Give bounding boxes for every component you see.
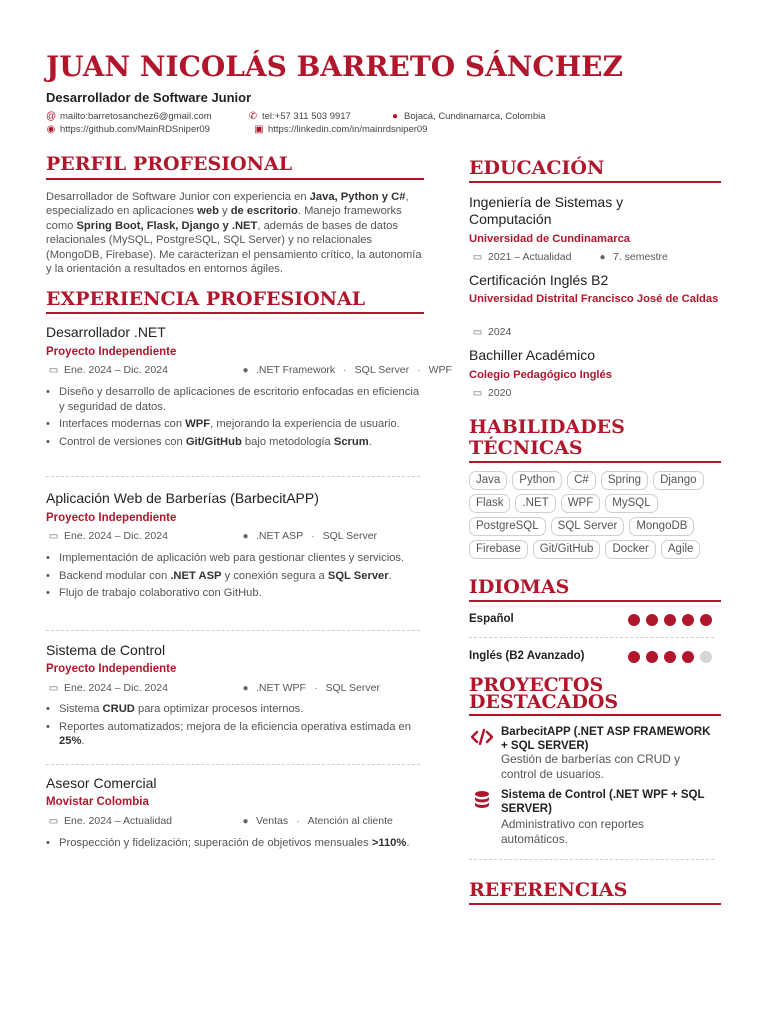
skill-chip: WPF (561, 494, 601, 513)
calendar-icon: ▭ (472, 387, 483, 399)
candidate-role: Desarrollador de Software Junior (46, 90, 252, 105)
location-pin-icon: ● (599, 251, 606, 263)
candidate-name: JUAN NICOLÁS BARRETO SÁNCHEZ (46, 50, 623, 83)
level-dot-filled (628, 651, 640, 663)
list-item: • Reportes automatizados; mejora de la eficiencia operativa estimada en 25%. (46, 720, 426, 749)
education-date: ▭ 2020 (472, 387, 512, 399)
job-date: ▭ Ene. 2024 – Dic. 2024 (48, 682, 168, 694)
job-date: ▭ Ene. 2024 – Actualidad (48, 815, 173, 827)
education-date: ▭ 2021 – Actualidad (472, 251, 572, 263)
level-dot-filled (682, 651, 694, 663)
divider (469, 859, 714, 860)
list-item: • Flujo de trabajo colaborativo con GitHub. (46, 586, 426, 601)
skill-chip: SQL Server (551, 517, 625, 536)
languages-rule (469, 600, 721, 602)
skill-chip: Agile (661, 540, 701, 559)
divider (469, 637, 714, 638)
project-title: Sistema de Control (.NET WPF + SQL SERVER) (501, 789, 705, 815)
job-bullets (46, 551, 426, 604)
github-contact[interactable] (46, 124, 210, 135)
level-dot-filled (628, 614, 640, 626)
linkedin-link[interactable]: https://linkedin.com/in/mainrdsniper09 (268, 124, 428, 135)
level-dot-filled (646, 651, 658, 663)
email-link[interactable]: mailto:barretosanchez6@gmail.com (60, 111, 212, 122)
profile-section-title: PERFIL PROFESIONAL (46, 153, 293, 175)
education-institution: Universidad Distrital Francisco José de Caldas (469, 293, 719, 305)
calendar-icon: ▭ (48, 364, 59, 376)
language-level (628, 651, 712, 663)
education-date: ▭ 2024 (472, 326, 512, 338)
skill-chip: Firebase (469, 540, 528, 559)
job-tags: ● .NET Framework · SQL Server · WPF (240, 364, 452, 376)
list-item: • Sistema CRUD para optimizar procesos internos. (46, 702, 426, 717)
level-dot-filled (664, 651, 676, 663)
languages-section-title: IDIOMAS (469, 576, 570, 598)
skill-chip: Docker (605, 540, 655, 559)
phone-link[interactable]: tel:+57 311 503 9917 (262, 111, 351, 122)
code-icon (471, 728, 493, 749)
list-item: • Interfaces modernas con WPF, mejorando la experiencia de usuario. (46, 417, 426, 432)
level-dot-filled (646, 614, 658, 626)
calendar-icon: ▭ (48, 682, 59, 694)
experience-section-title: EXPERIENCIA PROFESIONAL (46, 288, 366, 310)
skills-rule (469, 461, 721, 463)
skills-section-title-line1: HABILIDADES (469, 416, 625, 438)
experience-rule (46, 312, 424, 314)
skill-chip: Spring (601, 471, 648, 490)
education-section-title: EDUCACIÓN (469, 157, 605, 179)
skill-chip: MongoDB (629, 517, 694, 536)
job-date: ▭ Ene. 2024 – Dic. 2024 (48, 364, 168, 376)
skill-chip: PostgreSQL (469, 517, 546, 536)
references-rule (469, 903, 721, 905)
education-rule (469, 181, 721, 183)
education-title: Ingeniería de Sistemas y Computación (469, 194, 624, 227)
language-name: Inglés (B2 Avanzado) (469, 650, 585, 662)
location-pin-icon: ● (242, 682, 249, 694)
references-section-title: REFERENCIAS (469, 879, 628, 901)
job-title: Sistema de Control (46, 642, 166, 658)
database-icon (471, 790, 493, 813)
projects-section-title-line2: DESTACADOS (469, 691, 619, 713)
skill-chip: Java (469, 471, 507, 490)
job-date: ▭ Ene. 2024 – Dic. 2024 (48, 530, 168, 542)
list-item: • Diseño y desarrollo de aplicaciones de escritorio enfocadas en eficiencia y seguridad de datos. (46, 385, 426, 414)
location-pin-icon: ● (391, 111, 399, 122)
calendar-icon: ▭ (48, 815, 59, 827)
skill-chip: MySQL (605, 494, 657, 513)
at-icon: @ (46, 111, 57, 122)
job-organization: Proyecto Independiente (46, 346, 177, 358)
level-dot-filled (700, 614, 712, 626)
language-name: Español (469, 613, 514, 625)
language-level (628, 614, 712, 626)
skill-chip: .NET (515, 494, 555, 513)
divider (46, 476, 420, 477)
github-link[interactable]: https://github.com/MainRDSniper09 (60, 124, 210, 135)
job-tags: ● .NET WPF · SQL Server (240, 682, 380, 694)
projects-section-title-line1: PROYECTOS (469, 674, 604, 696)
location-text: Bojacá, Cundinamarca, Colombia (404, 111, 546, 122)
list-item: • Prospección y fidelización; superación de objetivos mensuales >110%. (46, 836, 426, 851)
project-description: Administrativo con reportes automáticos. (501, 817, 644, 846)
skill-chip: Git/GitHub (533, 540, 601, 559)
education-institution: Universidad de Cundinamarca (469, 233, 631, 245)
projects-rule (469, 714, 721, 716)
skills-section-title-line2: TÉCNICAS (469, 437, 583, 459)
skill-chip: C# (567, 471, 596, 490)
job-title: Desarrollador .NET (46, 324, 166, 340)
job-tags: ● Ventas · Atención al cliente (240, 815, 393, 827)
location-pin-icon: ● (242, 815, 249, 827)
divider (46, 764, 420, 765)
phone-icon: ✆ (248, 111, 258, 122)
github-icon: ◉ (46, 124, 56, 135)
list-item: • Backend modular con .NET ASP y conexión segura a SQL Server. (46, 569, 426, 584)
job-title: Asesor Comercial (46, 775, 157, 791)
level-dot-filled (664, 614, 676, 626)
job-organization: Proyecto Independiente (46, 512, 177, 524)
skill-chip: Django (653, 471, 703, 490)
phone-contact[interactable] (248, 111, 351, 122)
skill-chip: Python (512, 471, 562, 490)
job-organization: Movistar Colombia (46, 796, 149, 808)
profile-summary: Desarrollador de Software Junior con experiencia en Java, Python y C#, especializado en aplicaciones web y de escritorio. Manejo frameworks como Spring Boot, Flask, Django y .NET, además de bases de datos relacionales (MySQL, PostgreSQL, SQL Server) y no relacionales (MongoDB, Firebase). Me caracterizan el pensamiento crítico, la autonomía y la orientación a resultados en entornos ágiles. (46, 191, 422, 276)
project-title: BarbecitAPP (.NET ASP FRAMEWORK + SQL SERVER) (501, 726, 711, 752)
skills-chips (469, 471, 729, 559)
job-bullets (46, 836, 426, 854)
level-dot-filled (682, 614, 694, 626)
linkedin-contact[interactable] (254, 124, 427, 135)
divider (46, 630, 420, 631)
education-title: Certificación Inglés B2 (469, 272, 609, 288)
education-institution: Colegio Pedagógico Inglés (469, 369, 612, 381)
level-dot-empty (700, 651, 712, 663)
location-pin-icon: ● (242, 364, 249, 376)
education-location: ● 7. semestre (597, 251, 668, 263)
calendar-icon: ▭ (48, 530, 59, 542)
location-pin-icon: ● (242, 530, 249, 542)
project-description: Gestión de barberías con CRUD y control de usuarios. (501, 752, 680, 781)
location-contact (390, 111, 546, 122)
profile-rule (46, 178, 424, 180)
calendar-icon: ▭ (472, 326, 483, 338)
email-contact[interactable] (46, 111, 212, 122)
job-tags: ● .NET ASP · SQL Server (240, 530, 377, 542)
skill-chip: Flask (469, 494, 510, 513)
linkedin-icon: ▣ (254, 124, 264, 135)
calendar-icon: ▭ (472, 251, 483, 263)
job-bullets (46, 385, 426, 452)
list-item: • Implementación de aplicación web para gestionar clientes y servicios. (46, 551, 426, 566)
job-organization: Proyecto Independiente (46, 663, 177, 675)
job-bullets (46, 702, 426, 752)
list-item: • Control de versiones con Git/GitHub bajo metodología Scrum. (46, 435, 426, 450)
job-title: Aplicación Web de Barberías (BarbecitAPP) (46, 490, 319, 506)
education-title: Bachiller Académico (469, 347, 596, 363)
